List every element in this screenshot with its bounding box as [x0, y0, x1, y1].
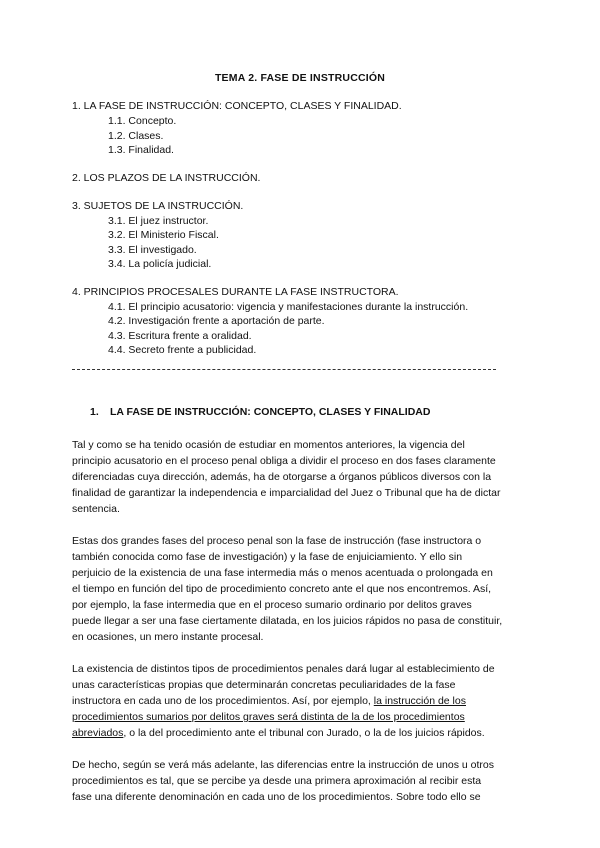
underlined-text: abreviados	[72, 727, 124, 739]
table-of-contents	[72, 99, 542, 371]
toc-item: 4.1. El principio acusatorio: vigencia y manifestaciones durante la instrucción.	[108, 300, 469, 313]
toc-item: 3.4. La policía judicial.	[108, 258, 212, 270]
paragraph	[72, 757, 532, 805]
toc-section-label: 3. SUJETOS DE LA INSTRUCCIÓN.	[72, 199, 244, 212]
toc-section-2	[72, 171, 542, 186]
toc-item: 3.1. El juez instructor.	[108, 214, 209, 227]
text-line: unas características propias que determinarán concretas peculiaridades de la fase	[72, 679, 456, 691]
text-line: perjuicio de la existencia de una fase intermedia más o menos acentuada o prolongada en	[72, 567, 493, 579]
section-divider	[72, 369, 496, 370]
text-line: sentencia.	[72, 503, 120, 515]
text-line: finalidad de garantizar la independencia e imparcialidad del Juez o Tribunal que ha de dictar	[72, 487, 501, 499]
text-line: fase una diferente denominación en cada uno de los procedimientos. Sobre todo ello se	[72, 791, 481, 803]
text-line: en ocasiones, un mero instante procesal.	[72, 631, 264, 643]
toc-item: 4.3. Escritura frente a oralidad.	[108, 329, 252, 342]
text-run: , o la del procedimiento ante el tribunal con Jurado, o la de los juicios rápidos.	[123, 727, 485, 739]
toc-item: 1.3. Finalidad.	[108, 144, 174, 156]
text-line: principio acusatorio en el proceso penal obliga a dividir el proceso en dos fases claramente	[72, 455, 496, 467]
text-line: Tal y como se ha tenido ocasión de estudiar en momentos anteriores, la vigencia del	[72, 439, 465, 451]
paragraph	[72, 661, 532, 741]
toc-item: 3.3. El investigado.	[108, 243, 197, 256]
toc-section-4	[72, 285, 542, 358]
toc-section-label: 4. PRINCIPIOS PROCESALES DURANTE LA FASE INSTRUCTORA.	[72, 285, 399, 298]
toc-item: 1.2. Clases.	[108, 129, 164, 142]
toc-item: 1.1. Concepto.	[108, 115, 177, 127]
text-run: instructora en cada uno de los procedimientos. Así, por ejemplo,	[72, 695, 374, 707]
underlined-text: procedimientos sumarios por delitos graves será distinta de la de los procedimientos	[72, 711, 465, 723]
text-line: por ejemplo, la fase intermedia que en el proceso sumario ordinario por delitos graves	[72, 599, 472, 611]
text-line: también conocida como fase de investigación) y la fase de enjuiciamiento. Y ello sin	[72, 551, 463, 563]
toc-section-label: 2. LOS PLAZOS DE LA INSTRUCCIÓN.	[72, 171, 261, 184]
text-line: procedimientos es tal, que se percibe ya desde una primera aproximación al recibir esta	[72, 775, 482, 787]
section-heading	[90, 406, 430, 418]
text-line: De hecho, según se verá más adelante, las diferencias entre la instrucción de unos u otros	[72, 759, 494, 771]
text-line: diferenciadas cuya dirección, además, ha de otorgarse a órganos públicos diversos con la	[72, 471, 492, 483]
document-title: TEMA 2. FASE DE INSTRUCCIÓN	[214, 72, 386, 84]
underlined-text: la instrucción de los	[373, 695, 466, 707]
text-line: Estas dos grandes fases del proceso penal son la fase de instrucción (fase instructora o	[72, 535, 482, 547]
toc-section-label: 1. LA FASE DE INSTRUCCIÓN: CONCEPTO, CLASES Y FINALIDAD.	[72, 100, 402, 112]
toc-section-3	[72, 199, 542, 272]
section-number: 1.	[90, 406, 99, 418]
toc-item: 4.2. Investigación frente a aportación de parte.	[108, 315, 325, 327]
text-line	[72, 709, 532, 725]
section-heading-text: LA FASE DE INSTRUCCIÓN: CONCEPTO, CLASES Y FINALIDAD	[110, 406, 431, 418]
toc-item: 4.4. Secreto frente a publicidad.	[108, 344, 257, 356]
text-line: La existencia de distintos tipos de procedimientos penales dará lugar al establecimiento de	[72, 663, 495, 675]
paragraph	[72, 437, 532, 517]
toc-section-1	[72, 99, 542, 158]
text-line: el tiempo en función del tipo de procedimiento concreto ante el que nos encontremos. Así,	[72, 583, 492, 595]
toc-item: 3.2. El Ministerio Fiscal.	[108, 229, 219, 241]
text-line	[72, 693, 532, 709]
text-line	[72, 725, 532, 741]
body-text	[72, 437, 532, 821]
paragraph	[72, 533, 532, 645]
text-line: puede llegar a ser una fase ciertamente dilatada, en los juicios rápidos no pasa de constituir,	[72, 615, 503, 627]
